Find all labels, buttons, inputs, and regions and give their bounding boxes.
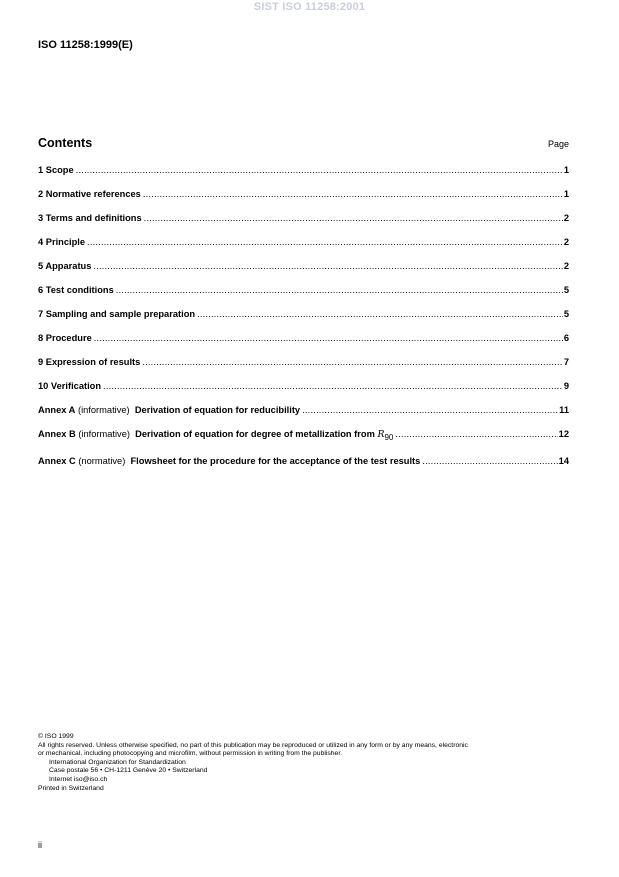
toc-entry-page: 14 <box>558 456 569 466</box>
toc-entry-page: 1 <box>563 165 569 175</box>
toc-entry-terms-and-definitions[interactable] <box>38 213 569 237</box>
toc-entry-label: 4 Principle <box>38 237 86 247</box>
toc-entry-page: 1 <box>563 189 569 199</box>
toc-entry-page: 11 <box>559 405 569 415</box>
toc-entry-page: 6 <box>563 333 569 343</box>
toc-entry-label: 2 Normative references <box>38 189 141 199</box>
toc-entry-verification[interactable] <box>38 381 569 405</box>
annex-title: Derivation of equation for reducibility <box>134 405 301 415</box>
copyright-notice <box>38 733 578 793</box>
rights-line-2: or mechanical, including photocopying and microfilm, without permission in writing from the publisher. <box>38 750 343 758</box>
annex-title: Derivation of equation for degree of metallization from <box>135 429 375 439</box>
toc-entry-annex-c[interactable] <box>38 456 569 480</box>
dot-leader <box>103 381 563 391</box>
toc-entry-label: 1 Scope <box>38 165 74 175</box>
annex-title: Flowsheet for the procedure for the acceptance of the test results <box>130 456 421 466</box>
dot-leader <box>395 429 557 439</box>
toc-entry-label: 7 Sampling and sample preparation <box>38 309 196 319</box>
dot-leader <box>93 261 562 271</box>
toc-entry-label: 3 Terms and definitions <box>38 213 142 223</box>
annex-kind: (informative) <box>78 429 130 439</box>
toc-entry-annex-a[interactable] <box>38 405 569 429</box>
toc-entry-test-conditions[interactable] <box>38 285 569 309</box>
annex-kind: (informative) <box>77 405 130 415</box>
dot-leader <box>142 357 563 367</box>
dot-leader <box>302 405 558 415</box>
toc-entry-page: 5 <box>563 309 569 319</box>
rights-line-1: All rights reserved. Unless otherwise specified, no part of this publication may be reproduced or utilized in any form or by any means, electronic <box>38 741 468 749</box>
toc-entry-apparatus[interactable] <box>38 261 569 285</box>
toc-entry-page: 5 <box>563 285 569 295</box>
dot-leader <box>116 285 563 295</box>
annex-kind: (normative) <box>78 456 126 466</box>
document-id: ISO 11258:1999(E) <box>38 39 133 51</box>
toc-entry-page: 12 <box>558 429 569 439</box>
dot-leader <box>87 237 563 247</box>
dot-leader <box>144 213 563 223</box>
symbol-r: R <box>377 429 385 440</box>
table-of-contents <box>38 165 569 480</box>
toc-entry-procedure[interactable] <box>38 333 569 357</box>
toc-entry-label: 5 Apparatus <box>38 261 92 271</box>
toc-entry-expression-of-results[interactable] <box>38 357 569 381</box>
toc-entry-annex-b[interactable] <box>38 429 569 456</box>
contents-title: Contents <box>38 136 93 150</box>
toc-entry-page: 2 <box>563 213 569 223</box>
toc-entry-normative-references[interactable] <box>38 189 569 213</box>
internet-contact: Internet iso@iso.ch <box>49 775 108 783</box>
dot-leader <box>197 309 563 319</box>
org-name: International Organization for Standardization <box>49 758 186 766</box>
dot-leader <box>143 189 563 199</box>
watermark: SIST ISO 11258:2001 <box>253 1 366 13</box>
dot-leader <box>422 456 557 466</box>
toc-entry-page: 9 <box>563 381 569 391</box>
toc-entry-page: 2 <box>563 237 569 247</box>
toc-entry-label: 8 Procedure <box>38 333 92 343</box>
toc-entry-page: 2 <box>563 261 569 271</box>
toc-entry-sampling[interactable] <box>38 309 569 333</box>
org-address: Case postale 56 • CH-1211 Genève 20 • Switzerland <box>49 767 208 775</box>
copyright-line: © ISO 1999 <box>38 733 74 740</box>
toc-entry-label: 6 Test conditions <box>38 285 114 295</box>
dot-leader <box>76 165 563 175</box>
toc-entry-principle[interactable] <box>38 237 569 261</box>
annex-id: Annex B <box>38 429 76 439</box>
printed-in: Printed in Switzerland <box>38 784 104 792</box>
toc-entry-label: 10 Verification <box>38 381 102 391</box>
toc-entry-scope[interactable] <box>38 165 569 189</box>
annex-id: Annex A <box>38 405 76 415</box>
annex-id: Annex C <box>38 456 76 466</box>
page-number: ii <box>38 840 42 850</box>
toc-entry-label: 9 Expression of results <box>38 357 141 367</box>
page-column-label: Page <box>547 139 569 149</box>
symbol-subscript: 90 <box>384 433 394 442</box>
dot-leader <box>94 333 563 343</box>
toc-entry-page: 7 <box>563 357 569 367</box>
